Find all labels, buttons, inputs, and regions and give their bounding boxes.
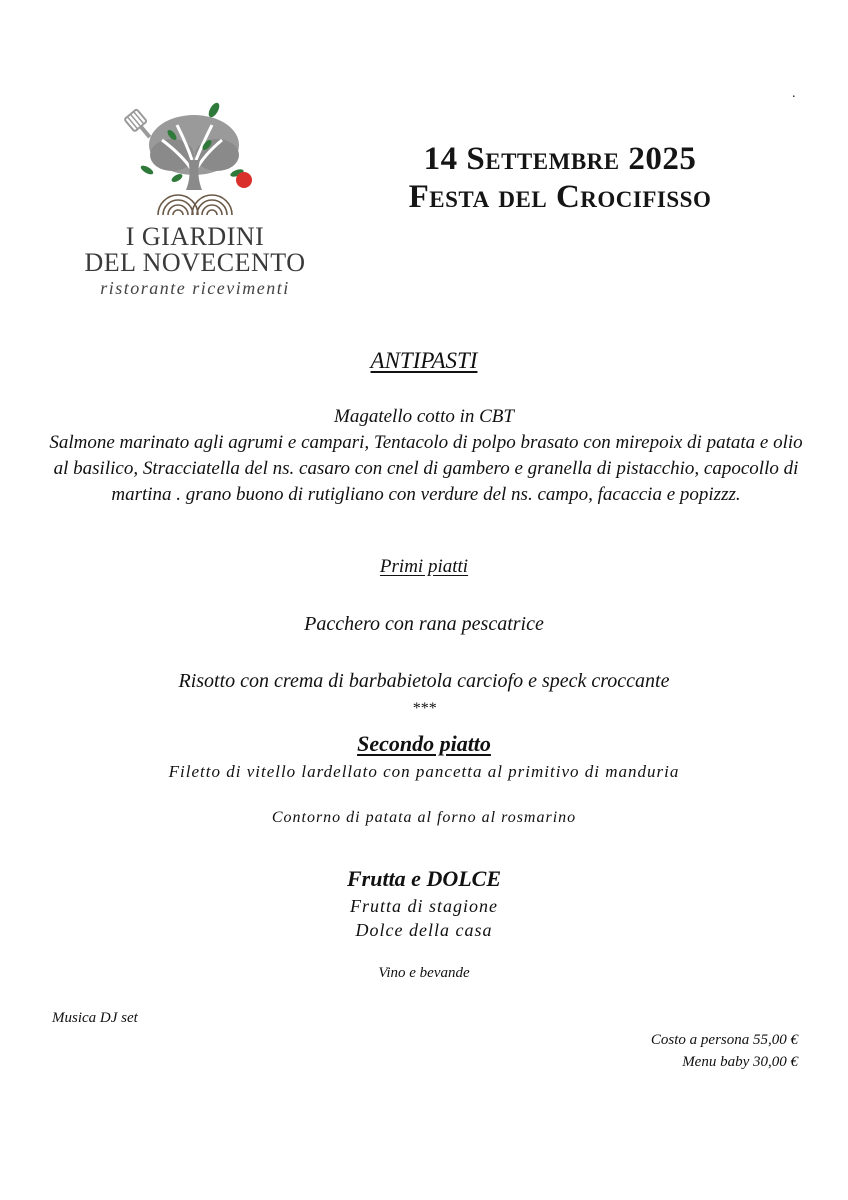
corner-mark: .: [792, 86, 796, 101]
music-note: Musica DJ set: [52, 1010, 138, 1026]
secondo-contorno: Contorno di patata al forno al rosmarino: [271, 809, 577, 826]
dolce-item-2: Dolce della casa: [355, 920, 493, 940]
drinks-note: Vino e bevande: [378, 965, 470, 981]
antipasti-description: Salmone marinato agli agrumi e campari, Tentacolo di polpo brasato con mirepoix di patata e olio al basilico, Stracciatella del ns. casaro con cnel di gambero e granella di pistacchio, capocollo di martina . grano buono di rutigliano con verdure del ns. campo, facaccia e popizzz.: [49, 432, 803, 505]
section-heading-secondo: Secondo piatto: [357, 731, 491, 756]
primi-item-1: Pacchero con rana pescatrice: [304, 613, 544, 635]
section-heading-antipasti: ANTIPASTI: [370, 348, 478, 373]
price-baby: Menu baby 30,00 €: [682, 1054, 798, 1070]
section-heading-primi: Primi piatti: [379, 556, 469, 577]
tree-logo-icon: [122, 100, 262, 220]
section-heading-dolce: Frutta e DOLCE: [346, 866, 502, 891]
secondo-item-1: Filetto di vitello lardellato con pancetta al primitivo di manduria: [168, 762, 680, 781]
antipasti-first-item: Magatello cotto in CBT: [334, 406, 514, 427]
course-separator: ***: [412, 700, 436, 717]
logo-tagline: ristorante ricevimenti: [100, 278, 290, 298]
event-name: Festa del Crocifisso: [408, 179, 712, 215]
price-adult: Costo a persona 55,00 €: [650, 1032, 798, 1048]
event-date: 14 Settembre 2025: [423, 141, 697, 177]
logo-name-line2: DEL NOVECENTO: [84, 248, 306, 277]
dolce-item-1: Frutta di stagione: [350, 896, 498, 916]
primi-item-2: Risotto con crema di barbabietola carciofo e speck croccante: [178, 670, 670, 692]
logo-name-line1: I GIARDINI: [125, 222, 265, 251]
event-title: [350, 140, 770, 216]
restaurant-logo: [80, 100, 310, 300]
